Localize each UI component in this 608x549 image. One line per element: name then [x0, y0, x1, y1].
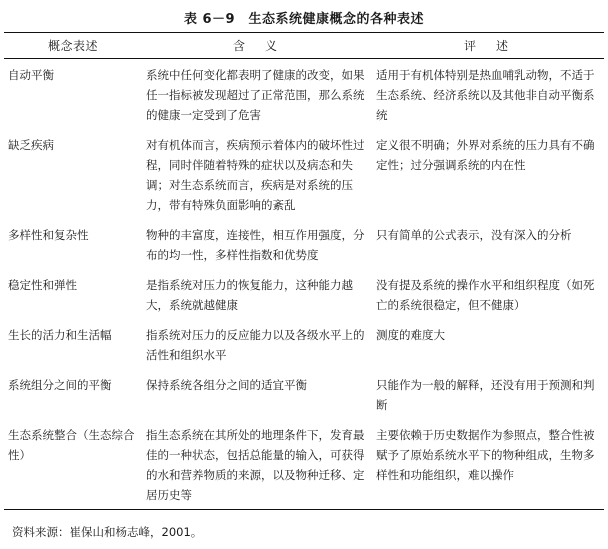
cell-comment: 只有简单的公式表示，没有深入的分析 [376, 228, 572, 242]
cell-concept: 稳定性和弹性 [8, 278, 77, 292]
table-row [4, 419, 604, 510]
table-title: 表 6－9 生态系统健康概念的各种表述 [183, 12, 425, 27]
table-body [4, 59, 604, 510]
header-comment: 评 述 [463, 38, 512, 53]
concept-table [4, 32, 604, 510]
cell-meaning: 系统中任何变化都表明了健康的改变，如果任一指标被发现超过了正常范围，那么系统的健康一定受到了危害 [146, 68, 365, 122]
source-note: 资料来源：崔保山和杨志峰，2001。 [12, 525, 203, 539]
cell-concept: 缺乏疾病 [8, 138, 54, 152]
cell-concept: 生态系统整合（生态综合性） [8, 428, 135, 462]
cell-meaning: 对有机体而言，疾病预示着体内的破坏性过程，同时伴随着特殊的症状以及病态和失调；对生态系统而言，疾病是对系统的压力，带有特殊负面影响的紊乱 [146, 138, 365, 212]
table-row [4, 269, 604, 319]
cell-comment: 没有提及系统的操作水平和组织程度（如死亡的系统很稳定，但不健康） [376, 278, 595, 312]
cell-comment: 定义很不明确；外界对系统的压力具有不确定性；过分强调系统的内在性 [376, 138, 595, 172]
cell-comment: 主要依赖于历史数据作为参照点，整合性被赋予了原始系统水平下的物种组成，生物多样性和功能组织，难以操作 [376, 428, 595, 482]
cell-concept: 系统组分之间的平衡 [8, 378, 112, 392]
table-container [4, 32, 604, 510]
header-row [4, 33, 604, 59]
cell-concept: 自动平衡 [8, 68, 54, 82]
table-row [4, 369, 604, 419]
cell-concept: 多样性和复杂性 [8, 228, 89, 242]
cell-meaning: 指系统对压力的反应能力以及各级水平上的活性和组织水平 [146, 328, 365, 362]
cell-comment: 测度的难度大 [376, 328, 445, 342]
cell-meaning: 保持系统各组分之间的适宜平衡 [146, 378, 307, 392]
table-row [4, 59, 604, 130]
table-row [4, 319, 604, 369]
table-row [4, 129, 604, 219]
cell-meaning: 是指系统对压力的恢复能力，这种能力越大，系统就越健康 [146, 278, 353, 312]
cell-meaning: 物种的丰富度，连接性，相互作用强度，分布的均一性，多样性指数和优势度 [146, 228, 365, 262]
header-concept: 概念表述 [47, 38, 98, 53]
cell-comment: 只能作为一般的解释，还没有用于预测和判断 [376, 378, 595, 412]
table-row [4, 219, 604, 269]
cell-comment: 适用于有机体特别是热血哺乳动物，不适于生态系统、经济系统以及其他非自动平衡系统 [376, 68, 595, 122]
cell-meaning: 指生态系统在其所处的地理条件下，发育最佳的一种状态，包括总能量的输入，可获得的水和营养物质的来源，以及物种迁移、定居历史等 [146, 428, 365, 502]
header-meaning: 含 义 [232, 38, 281, 53]
cell-concept: 生长的活力和生活幅 [8, 328, 112, 342]
table-header [4, 33, 604, 59]
